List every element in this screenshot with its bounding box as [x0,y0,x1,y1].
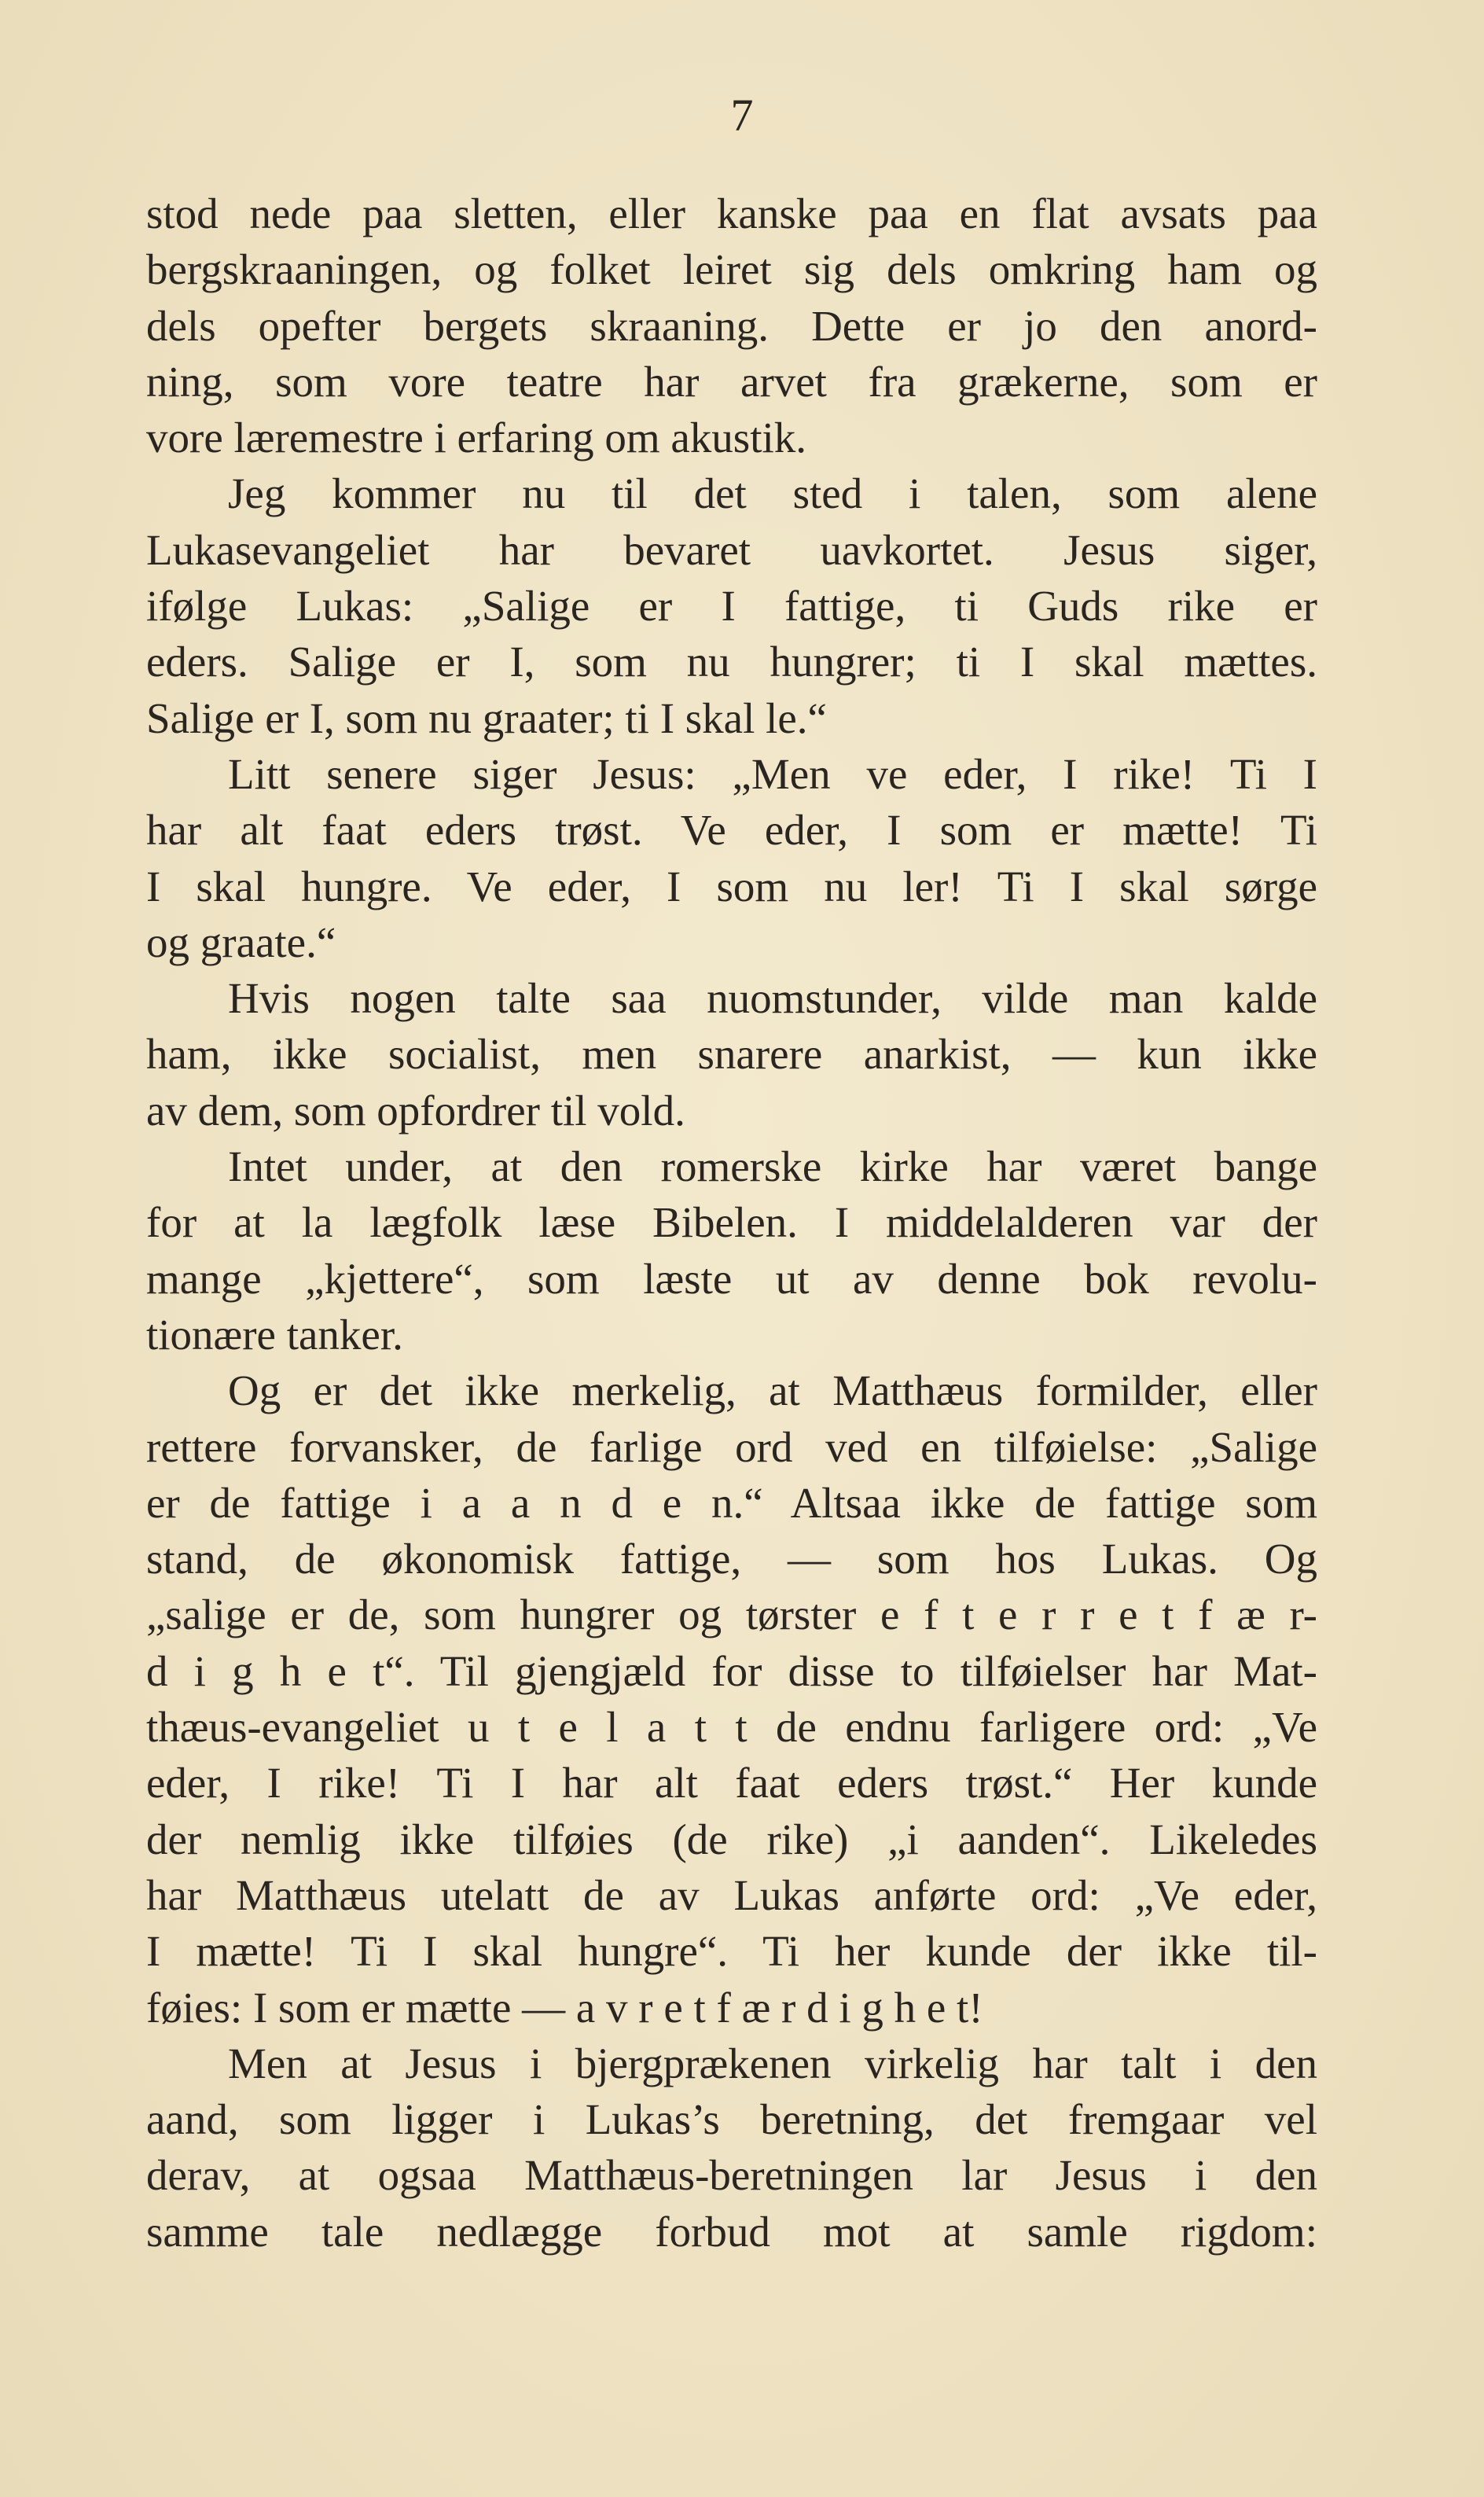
text-line: har Matthæus utelatt de av Lukas anførte ord: „Ve eder, [146,1870,1317,1919]
text-line: „salige er de, som hungrer og tørster e f t e r r e t f æ r- [146,1591,1317,1639]
text-line: aand, som ligger i Lukas’s beretning, det fremgaar vel [146,2095,1317,2144]
text-line: føies: I som er mætte — a v r e t f æ r d i g h e t! [146,1983,983,2032]
text-line: Lukasevangeliet har bevaret uavkortet. Jesus siger, [146,525,1317,574]
text-line: samme tale nedlægge forbud mot at samle rigdom: [146,2207,1317,2256]
text-line: er de fattige i a a n d e n.“ Altsaa ikke de fattige som [146,1478,1317,1527]
text-line: ning, som vore teatre har arvet fra grækerne, som er [146,357,1317,406]
text-line: I mætte! Ti I skal hungre“. Ti her kunde der ikke til- [146,1927,1317,1976]
text-line: bergskraaningen, og folket leiret sig dels omkring ham og [146,245,1317,294]
text-line: Hvis nogen talte saa nuomstunder, vilde man kalde [228,974,1317,1023]
text-line: Litt senere siger Jesus: „Men ve eder, I rike! Ti I [228,749,1317,798]
text-line: stand, de økonomisk fattige, — som hos Lukas. Og [146,1535,1317,1583]
text-line: derav, at ogsaa Matthæus-beretningen lar Jesus i den [146,2151,1317,2200]
text-line: tionære tanker. [146,1310,403,1359]
text-line: rettere forvansker, de farlige ord ved en tilføielse: „Salige [146,1422,1317,1471]
text-line: der nemlig ikke tilføies (de rike) „i aanden“. Likeledes [146,1815,1317,1863]
text-line: for at la lægfolk læse Bibelen. I middelalderen var der [146,1198,1317,1247]
text-line: har alt faat eders trøst. Ve eder, I som er mætte! Ti [146,806,1317,855]
text-line: ifølge Lukas: „Salige er I fattige, ti Guds rike er [146,582,1317,631]
text-line: dels opefter bergets skraaning. Dette er jo den anord- [146,301,1317,350]
text-line: mange „kjettere“, som læste ut av denne bok revolu- [146,1254,1317,1303]
text-line: d i g h e t“. Til gjengjæld for disse to tilføielser har Mat- [146,1646,1317,1695]
text-line: Salige er I, som nu graater; ti I skal le.“ [146,693,827,742]
text-line: Men at Jesus i bjergprækenen virkelig har talt i den [228,2039,1317,2087]
text-line: stod nede paa sletten, eller kanske paa en flat avsats paa [146,189,1317,237]
text-line: Intet under, at den romerske kirke har været bange [228,1142,1317,1191]
text-line: Og er det ikke merkelig, at Matthæus formilder, eller [228,1366,1317,1415]
text-line: eders. Salige er I, som nu hungrer; ti I skal mættes. [146,638,1317,686]
text-line: og graate.“ [146,918,336,966]
text-line: I skal hungre. Ve eder, I som nu ler! Ti I skal sørge [146,862,1317,910]
text-line: Jeg kommer nu til det sted i talen, som alene [228,469,1317,518]
text-line: ham, ikke socialist, men snarere anarkist, — kun ikke [146,1030,1317,1079]
page-number: 7 [730,90,754,141]
text-line: eder, I rike! Ti I har alt faat eders trøst.“ Her kunde [146,1759,1317,1807]
text-line: vore læremestre i erfaring om akustik. [146,414,807,462]
body-text [146,186,1317,2260]
text-line: thæus-evangeliet u t e l a t t de endnu farligere ord: „Ve [146,1703,1317,1752]
text-line: av dem, som opfordrer til vold. [146,1086,685,1134]
